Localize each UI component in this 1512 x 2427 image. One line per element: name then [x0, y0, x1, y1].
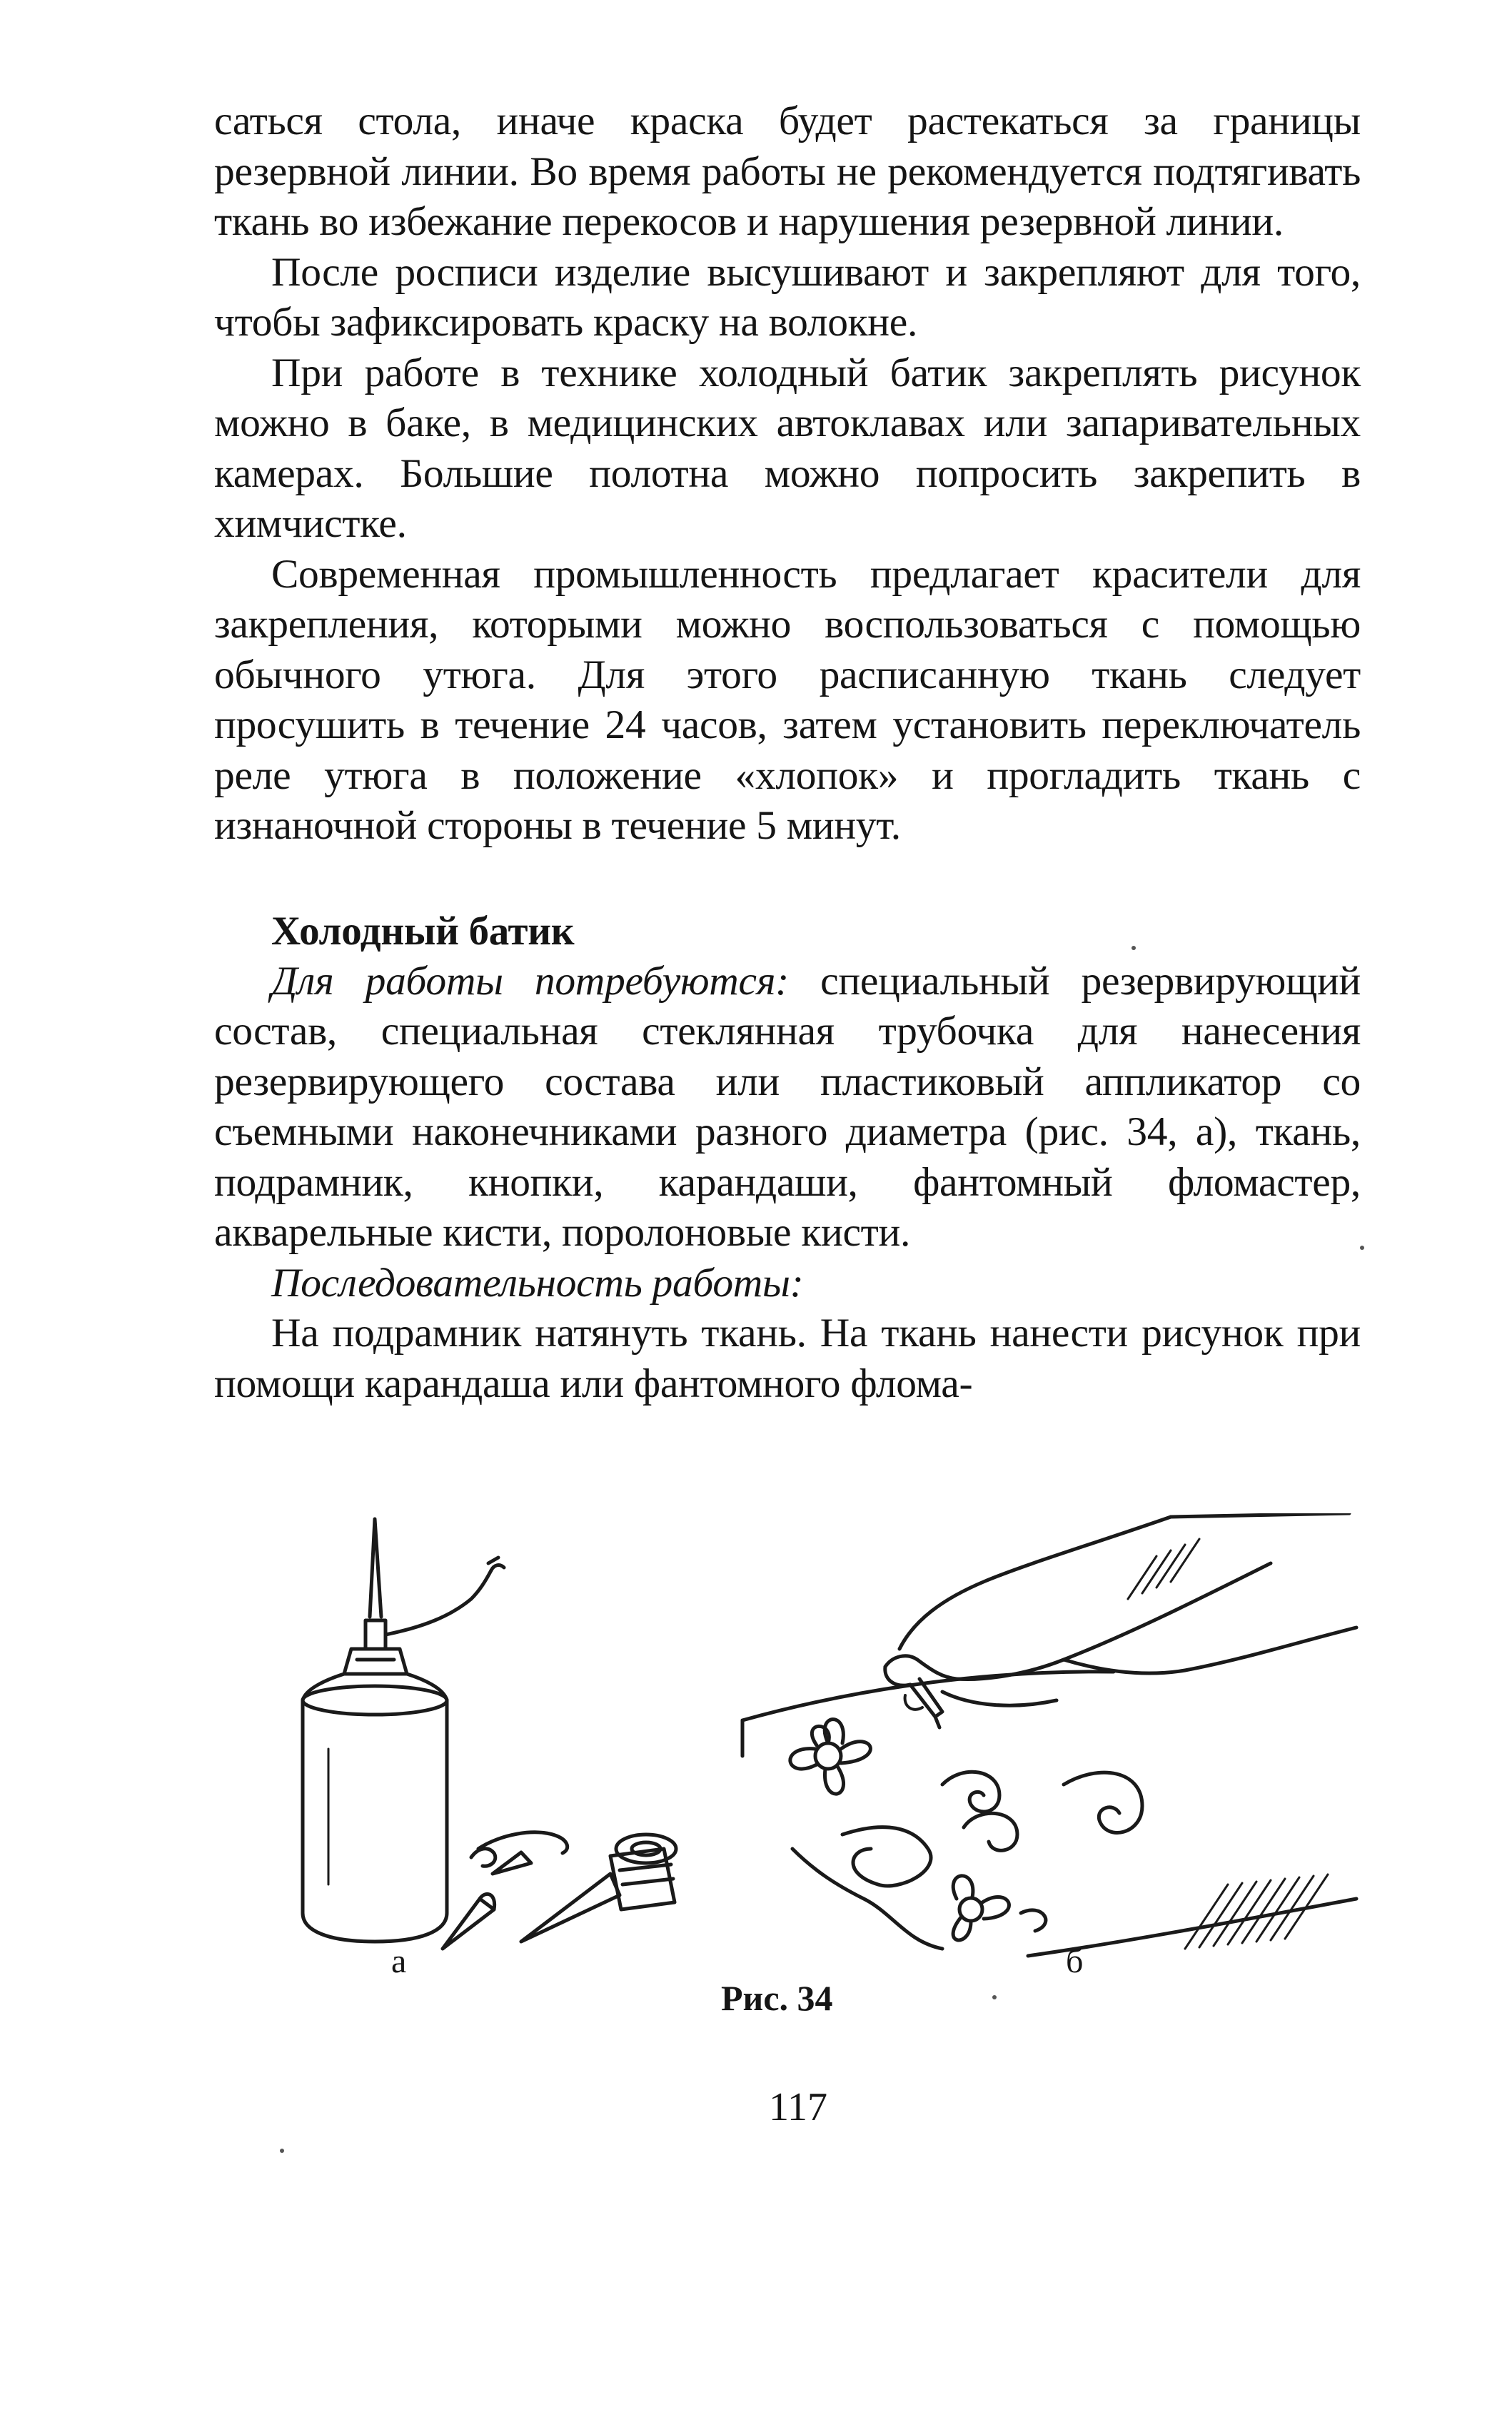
- body-text: [214, 96, 1361, 1409]
- applicator-bottle-illustration: [286, 1513, 728, 1999]
- scan-speck: [1132, 946, 1136, 950]
- label-a: а: [391, 1942, 407, 1980]
- sequence-label: Последовательность работы:: [271, 1260, 804, 1306]
- paragraph: После росписи изделие высушивают и закрепляют для того, чтобы зафиксировать краску на волокне.: [214, 249, 1361, 345]
- sequence-paragraph: На подрамник натянуть ткань. На ткань нанести рисунок при помощи карандаша или фантомного флома-: [214, 1311, 1361, 1406]
- materials-paragraph: [214, 957, 1361, 1258]
- page-number: 117: [769, 2085, 827, 2129]
- figure-34: [286, 1513, 1371, 1999]
- materials-label: Для работы потребуются:: [271, 958, 789, 1004]
- hand-drawing-illustration: [728, 1513, 1371, 1999]
- paragraph: Современная промышленность предлагает красители для закрепления, которыми можно воспользоваться с помощью обычного утюга. Для этого расписанную ткань следует просушить в течение 24 часов, затем установить переключатель реле утюга в положение «хлопок» и прогладить ткань с изнаночной стороны в течение 5 минут.: [214, 551, 1361, 848]
- scan-speck: [992, 1995, 997, 1999]
- section-heading: Холодный батик: [271, 908, 575, 954]
- paragraph: саться стола, иначе краска будет растекаться за границы резервной линии. Во время работы не рекомендуется подтягивать ткань во избежание перекосов и нарушения резервной линии.: [214, 99, 1361, 244]
- scan-speck: [280, 2149, 284, 2153]
- paragraph: При работе в технике холодный батик закреплять рисунок можно в баке, в медицинских автоклавах или запаривательных камерах. Большие полотна можно попросить закрепить в химчистке.: [214, 350, 1361, 546]
- sequence-label-line: [214, 1258, 1361, 1309]
- scan-speck: [1360, 1246, 1364, 1250]
- label-b: б: [1066, 1942, 1084, 1980]
- materials-text: специальный резервирующий состав, специальная стеклянная трубочка для нанесения резервирующего состава или пластиковый аппликатор со съемными наконечниками разного диаметра (рис. 34, а), ткань, подрамник, кнопки, карандаши, фантомный фломастер, акварельные кисти, поролоновые кисти.: [214, 958, 1361, 1255]
- figure-caption: Рис. 34: [721, 1978, 833, 2018]
